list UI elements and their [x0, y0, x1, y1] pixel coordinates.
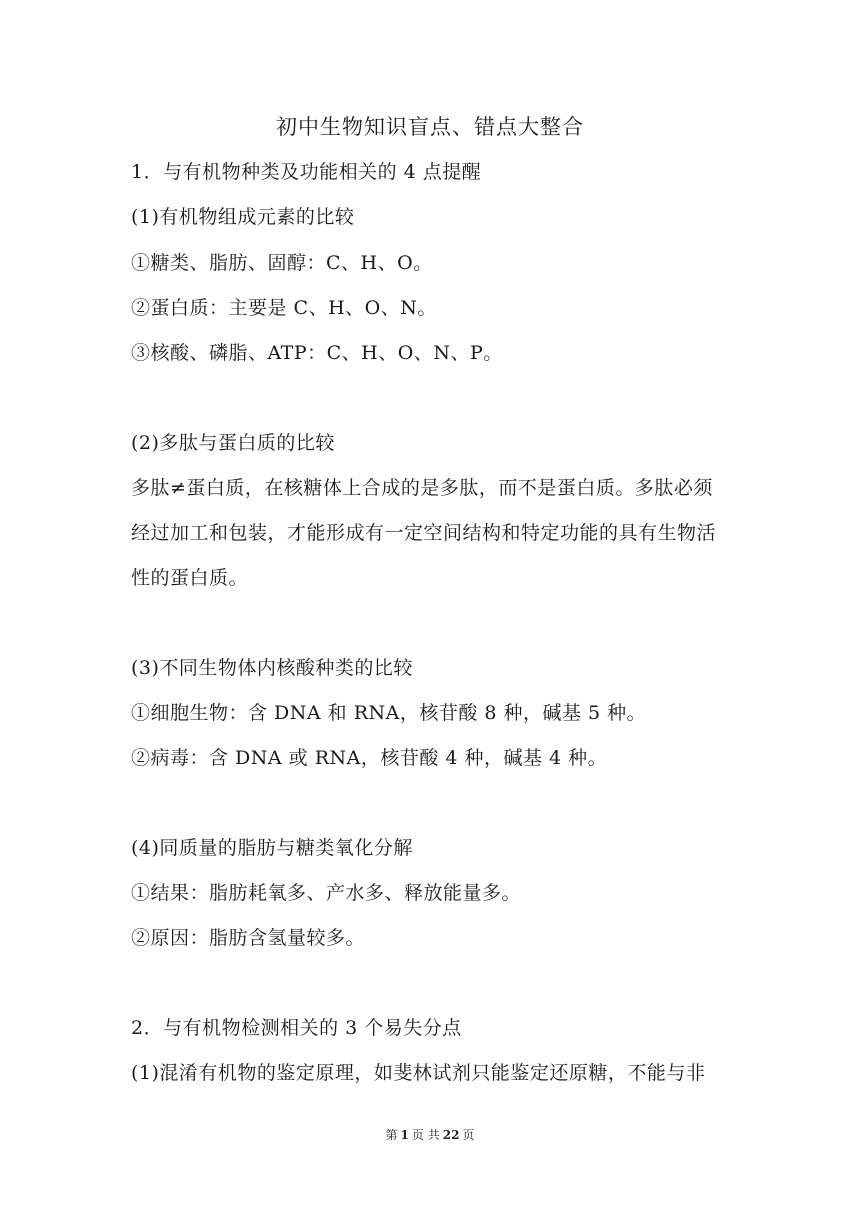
footer-page-number: 1 [400, 1128, 409, 1142]
subheading-1-1: (1)有机物组成元素的比较 [131, 206, 355, 228]
paragraph-line: (1)混淆有机物的鉴定原理，如斐林试剂只能鉴定还原糖，不能与非 [131, 1062, 706, 1084]
footer-total-pages: 22 [442, 1128, 460, 1142]
subheading-1-4: (4)同质量的脂肪与糖类氧化分解 [131, 837, 413, 859]
paragraph-line: 经过加工和包装，才能形成有一定空间结构和特定功能的具有生物活 [131, 522, 717, 544]
subheading-1-2: (2)多肽与蛋白质的比较 [131, 432, 335, 454]
footer-prefix: 第 [385, 1128, 398, 1142]
footer-suffix: 页 [462, 1128, 475, 1142]
paragraph-line: ①细胞生物：含 DNA 和 RNA，核苷酸 8 种，碱基 5 种。 [131, 702, 647, 724]
paragraph-line: 多肽≠蛋白质，在核糖体上合成的是多肽，而不是蛋白质。多肽必须 [131, 477, 713, 499]
paragraph-line: 性的蛋白质。 [131, 567, 249, 589]
section-heading-1: 1．与有机物种类及功能相关的 4 点提醒 [131, 161, 482, 183]
paragraph-line: ①糖类、脂肪、固醇：C、H、O。 [131, 252, 433, 274]
paragraph-line: ②原因：脂肪含氢量较多。 [131, 927, 366, 949]
page-footer [0, 1127, 860, 1143]
paragraph-line: ②蛋白质：主要是 C、H、O、N。 [131, 297, 437, 319]
paragraph-line: ③核酸、磷脂、ATP：C、H、O、N、P。 [131, 342, 503, 364]
footer-middle: 页 共 [411, 1128, 440, 1142]
section-heading-2: 2．与有机物检测相关的 3 个易失分点 [131, 1017, 462, 1039]
subheading-1-3: (3)不同生物体内核酸种类的比较 [131, 657, 413, 679]
paragraph-line: ②病毒：含 DNA 或 RNA，核苷酸 4 种，碱基 4 种。 [131, 747, 608, 769]
document-title: 初中生物知识盲点、错点大整合 [276, 115, 584, 139]
paragraph-line: ①结果：脂肪耗氧多、产水多、释放能量多。 [131, 882, 522, 904]
